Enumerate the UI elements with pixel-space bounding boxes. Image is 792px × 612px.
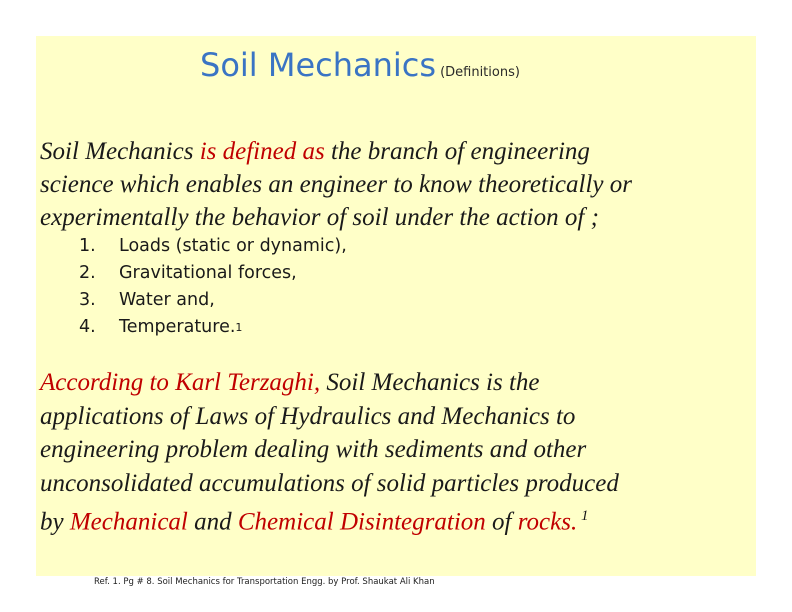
list-text: Loads (static or dynamic), — [119, 236, 347, 256]
definition1-line-3: experimentally the behavior of soil under the action of ; — [40, 204, 599, 231]
reference-footnote: Ref. 1. Pg # 8. Soil Mechanics for Transportation Engg. by Prof. Shaukat Ali Khan — [94, 577, 435, 587]
list-footnote: 1 — [235, 321, 243, 334]
definition1-line-1 — [40, 135, 632, 168]
definition2-line-4: unconsolidated accumulations of solid particles produced — [40, 469, 619, 497]
definition2-line-3: engineering problem dealing with sediments and other — [40, 436, 587, 463]
definition2-highlight: Chemical Disintegration — [237, 508, 486, 536]
definition2-highlight: According to Karl Terzaghi, — [40, 369, 321, 396]
definition2-line-2: applications of Laws of Hydraulics and Mechanics to — [40, 402, 576, 430]
list-text: Gravitational forces, — [119, 263, 297, 283]
definition1-line-2: science which enables an engineer to know theoretically or — [40, 171, 632, 198]
definition2-line-1 — [40, 366, 619, 400]
list-item — [79, 314, 347, 341]
list-number: 4. — [79, 317, 96, 337]
definition1-text: Soil Mechanics — [40, 138, 200, 165]
definition2-line-5 — [40, 500, 619, 539]
definition-paragraph-1 — [40, 135, 632, 234]
title-main: Soil Mechanics — [200, 46, 437, 84]
definition2-highlight: Mechanical — [69, 508, 188, 536]
definition2-text: and — [187, 508, 238, 536]
list-item — [79, 260, 347, 287]
definition2-highlight: rocks. — [517, 508, 578, 536]
definition-paragraph-2 — [40, 366, 619, 539]
definition2-text: of — [485, 508, 518, 536]
list-number: 3. — [79, 290, 96, 310]
definition1-text: the branch of engineering — [324, 138, 590, 165]
causes-list — [79, 233, 347, 341]
definition2-footnote: 1 — [577, 508, 589, 524]
title-subtitle: (Definitions) — [440, 65, 520, 80]
list-number: 1. — [79, 236, 96, 256]
list-number: 2. — [79, 263, 96, 283]
list-item — [79, 233, 347, 260]
page-title — [200, 46, 720, 84]
list-text: Temperature. — [119, 317, 236, 337]
definition2-text: by — [40, 508, 70, 536]
list-text: Water and, — [119, 290, 215, 310]
definition2-text: Soil Mechanics is the — [320, 369, 540, 396]
definition1-highlight: is defined as — [199, 138, 325, 165]
list-item — [79, 287, 347, 314]
